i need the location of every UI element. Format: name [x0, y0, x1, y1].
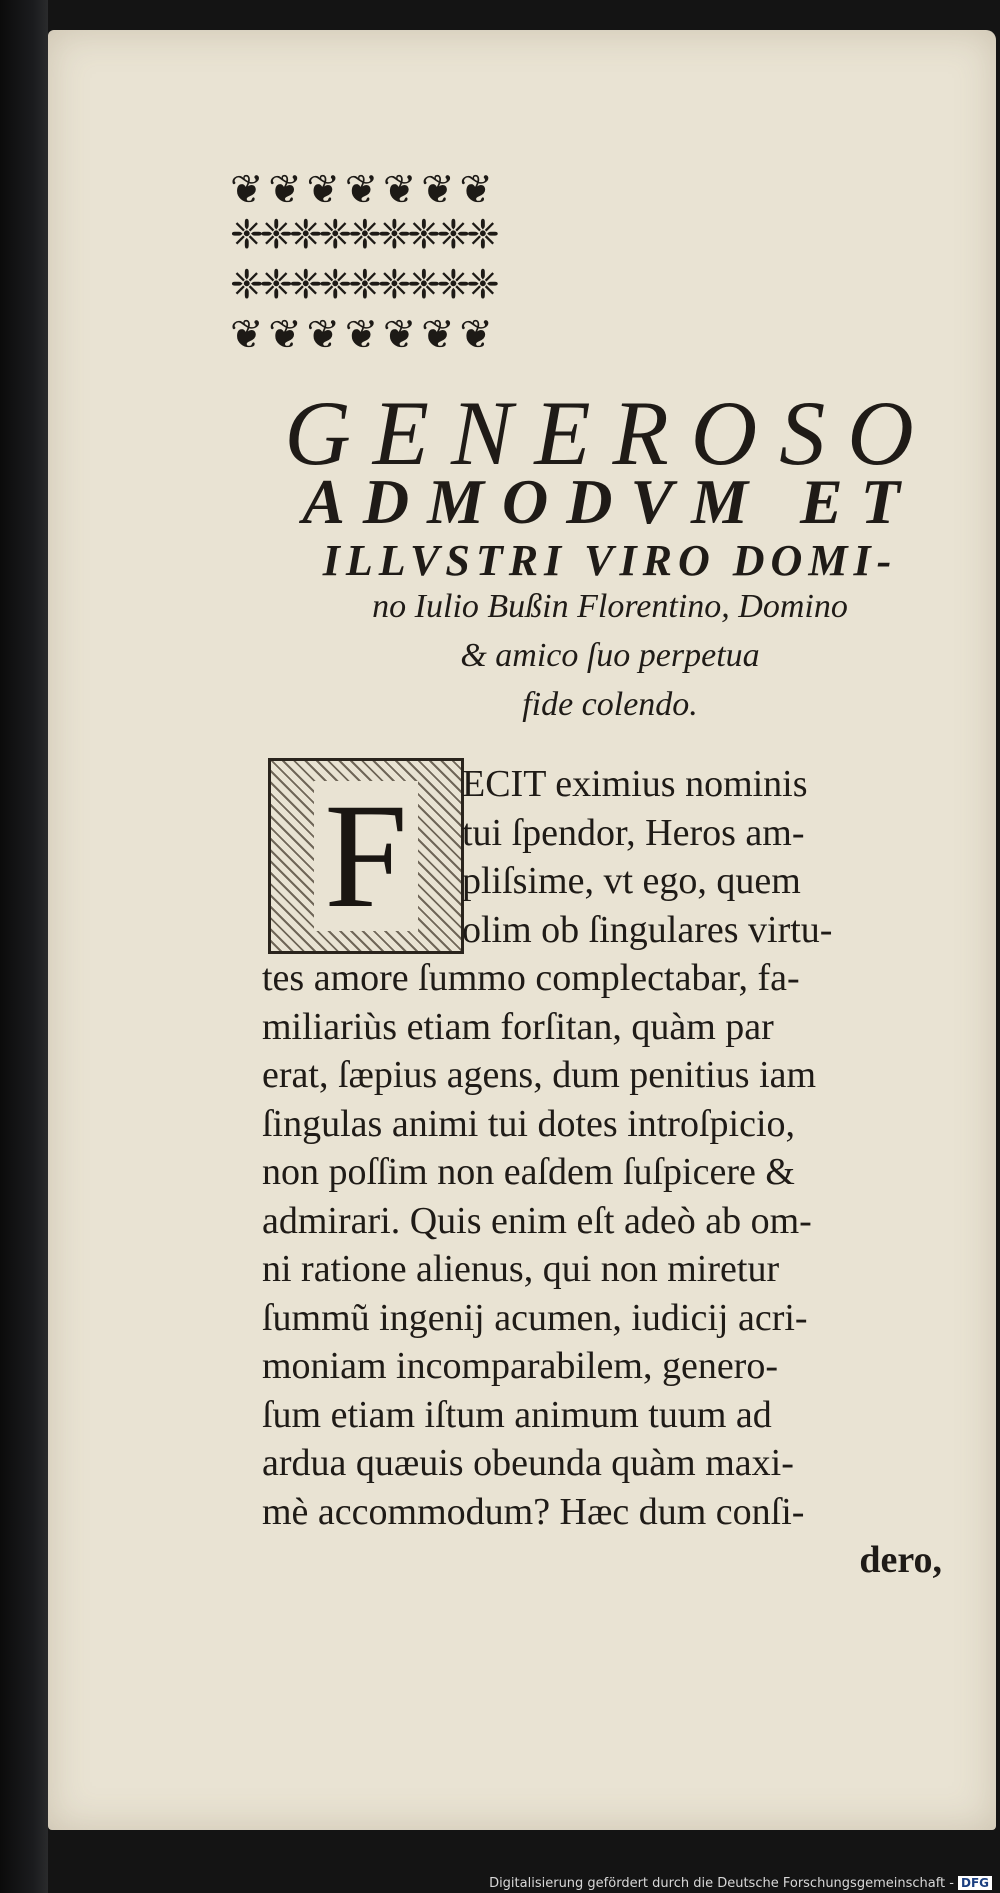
body-line: olim ob ſingulares virtu-: [462, 908, 833, 951]
ornament-row-2: [230, 212, 950, 258]
body-line: miliariùs etiam forſitan, quàm par: [262, 1005, 774, 1048]
book-spine: [0, 0, 48, 1893]
body-line: pliſsime, vt ego, quem: [462, 860, 801, 902]
ornament-row-4: [230, 312, 950, 358]
title-line-3: ILLVSTRI VIRO DOMI-: [322, 536, 898, 585]
body-line: ſingulas animi tui dotes introſpicio,: [262, 1102, 796, 1145]
title-line-4: no Iulio Bußin Florentino, Domino: [372, 588, 848, 625]
body-line: non poſſim non eaſdem ſuſpicere &: [262, 1151, 795, 1193]
body-text: [262, 760, 942, 1585]
fleuron-icon: ❦ ❦ ❦ ❦ ❦ ❦ ❦: [230, 167, 489, 213]
body-line: ſum etiam iſtum animum tuum ad: [262, 1393, 772, 1436]
initial-letter: F: [314, 781, 417, 931]
title-line-6: fide colendo.: [522, 686, 698, 723]
dfg-logo: DFG: [958, 1876, 992, 1890]
footer-text: Digitalisierung gefördert durch die Deutsche Forschungsgemeinschaft -: [489, 1876, 954, 1891]
title-line-5: & amico ſuo perpetua: [460, 637, 760, 674]
body-line: ni ratione alienus, qui non miretur: [262, 1248, 780, 1290]
title-line-2: ADMODVM ET: [302, 466, 918, 537]
body-line: erat, ſæpius agens, dum penitius iam: [262, 1054, 817, 1096]
body-line: mè accommodum? Hæc dum conſi-: [262, 1490, 805, 1533]
title-line-1: GENEROSO: [284, 382, 936, 484]
fleuron-icon: ❦ ❦ ❦ ❦ ❦ ❦ ❦: [230, 312, 489, 358]
body-line: tui ſpendor, Heros am-: [462, 811, 805, 854]
ornament-row-3: [230, 262, 950, 308]
catchword: dero,: [859, 1539, 942, 1581]
fleuron-icon: ❈❈❈❈❈❈❈❈❈: [230, 262, 496, 308]
body-line: moniam incomparabilem, genero-: [262, 1345, 778, 1387]
body-line: ſummũ ingenij acumen, iudicij acri-: [262, 1296, 808, 1339]
footer-credit: [489, 1876, 992, 1891]
ornament-row-1: [230, 167, 950, 213]
body-line: ardua quæuis obeunda quàm maxi-: [262, 1442, 794, 1484]
body-line: tes amore ſummo complectabar, fa-: [262, 957, 800, 999]
body-line: admirari. Quis enim eſt adeò ab om-: [262, 1199, 812, 1242]
fleuron-icon: ❈❈❈❈❈❈❈❈❈: [230, 212, 496, 258]
body-line: ECIT eximius nominis: [462, 763, 808, 805]
